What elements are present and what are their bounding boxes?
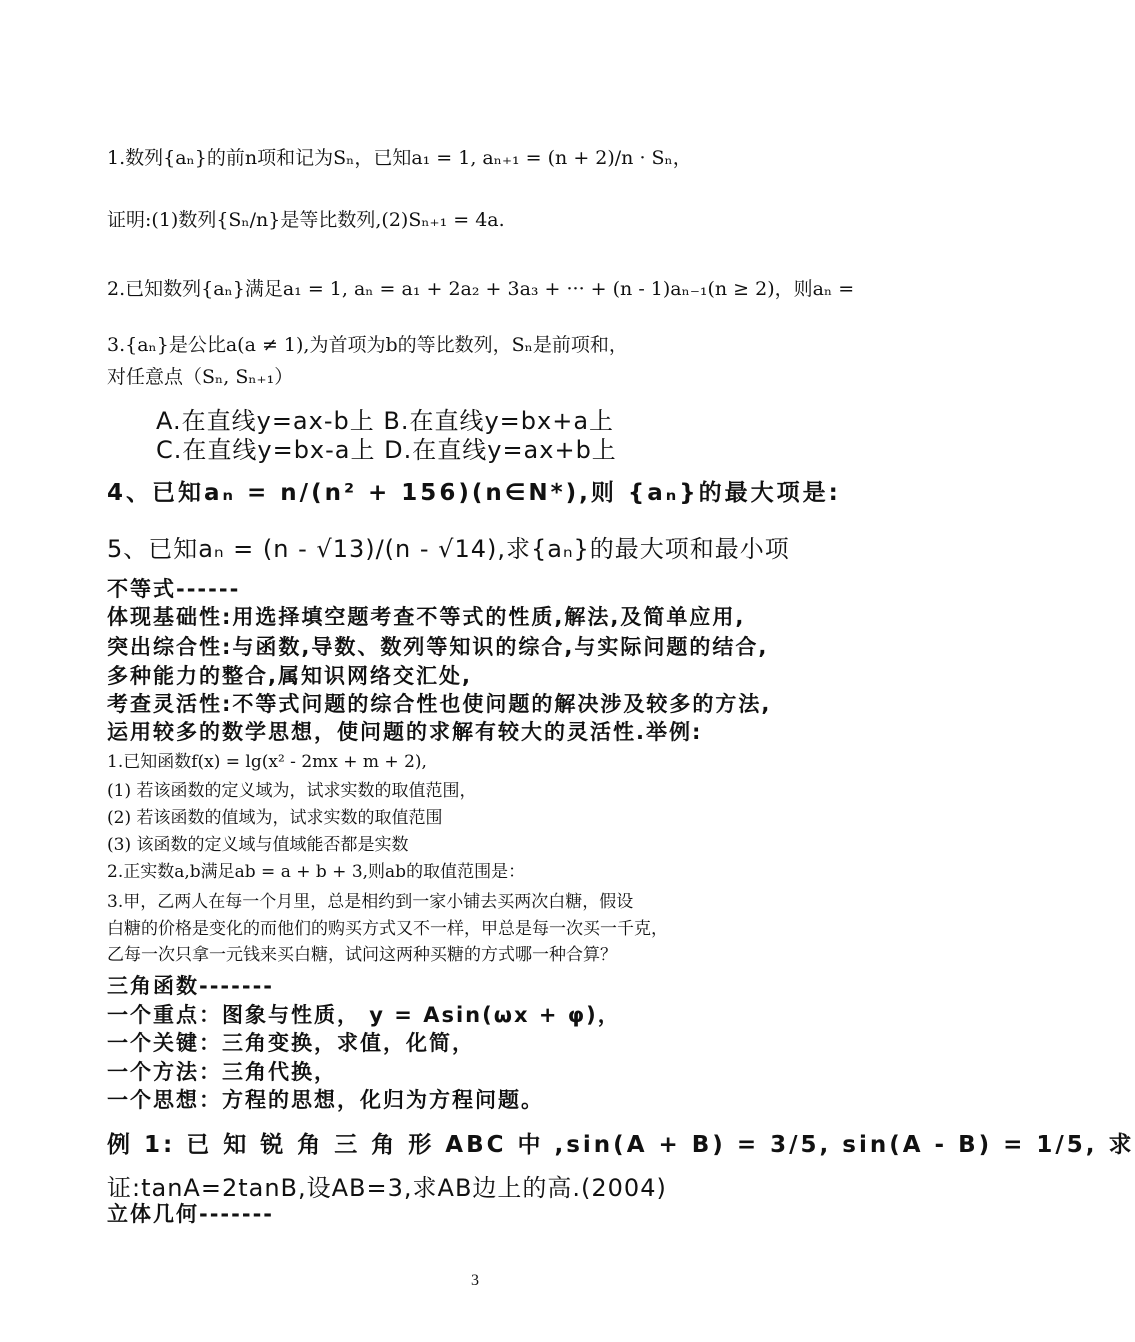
problem-3-line-1: 3.{aₙ}是公比a(a ≠ 1),为首项为b的等比数列，Sₙ是前项和， — [107, 334, 628, 356]
trig-point-3: 一个方法：三角代换， — [107, 1060, 337, 1084]
trig-point-1: 一个重点：图象与性质， y = Asin(ωx + φ)， — [107, 1003, 621, 1027]
inequality-question-3-line-2: 白糖的价格是变化的而他们的购买方式又不一样，甲总是每一次买一千克， — [107, 919, 668, 939]
trig-example-1-line-1: 例 1: 已 知 锐 角 三 角 形 ABC 中 ,sin(A + B) = 3/5, sin(A - B) = 1/5, 求 — [107, 1132, 1135, 1158]
inequality-question-3-line-1: 3.甲，乙两人在每一个月里，总是相约到一家小铺去买两次白糖，假设 — [107, 892, 634, 912]
inequality-point-5: 运用较多的数学思想，使问题的求解有较大的灵活性.举例: — [107, 720, 703, 744]
problem-3-options-cd: C.在直线y=bx-a上 D.在直线y=ax+b上 — [156, 436, 617, 464]
inequality-question-2: 2.正实数a,b满足ab = a + b + 3,则ab的取值范围是： — [107, 862, 526, 882]
problem-5: 5、已知aₙ = (n - √13)/(n - √14),求{aₙ}的最大项和最小项 — [107, 535, 790, 563]
problem-1-line-1: 1.数列{aₙ}的前n项和记为Sₙ，已知a₁ = 1, aₙ₊₁ = (n + 2)/n · Sₙ， — [107, 147, 692, 169]
geometry-heading: 立体几何------- — [107, 1202, 275, 1226]
inequality-point-3: 多种能力的整合,属知识网络交汇处, — [107, 664, 472, 688]
inequality-heading: 不等式------ — [107, 577, 241, 601]
inequality-question-1-part-3: (3) 该函数的定义域与值域能否都是实数 — [107, 835, 409, 855]
problem-1-line-2: 证明:(1)数列{Sₙ/n}是等比数列,(2)Sₙ₊₁ = 4a. — [107, 209, 505, 231]
problem-2: 2.已知数列{aₙ}满足a₁ = 1, aₙ = a₁ + 2a₂ + 3a₃ + ··· + (n - 1)aₙ₋₁(n ≥ 2)，则aₙ = — [107, 278, 855, 300]
problem-3-line-2: 对任意点（Sₙ, Sₙ₊₁） — [107, 366, 294, 388]
inequality-question-1: 1.已知函数f(x) = lg(x² - 2mx + m + 2), — [107, 752, 427, 772]
trig-heading: 三角函数------- — [107, 974, 275, 998]
page-number: 3 — [471, 1272, 479, 1289]
problem-3-options-ab: A.在直线y=ax-b上 B.在直线y=bx+a上 — [156, 407, 615, 435]
inequality-question-1-part-2: (2) 若该函数的值域为，试求实数的取值范围 — [107, 808, 443, 828]
inequality-point-2: 突出综合性:与函数,导数、数列等知识的综合,与实际问题的结合, — [107, 635, 769, 659]
trig-example-1-line-2: 证:tanA=2tanB,设AB=3,求AB边上的高.(2004) — [107, 1174, 667, 1202]
inequality-question-1-part-1: (1) 若该函数的定义域为，试求实数的取值范围， — [107, 781, 477, 801]
trig-point-2: 一个关键：三角变换，求值，化简， — [107, 1031, 475, 1055]
inequality-question-3-line-3: 乙每一次只拿一元钱来买白糖，试问这两种买糖的方式哪一种合算？ — [107, 945, 617, 965]
problem-4: 4、已知aₙ = n/(n² + 156)(n∈N*),则 {aₙ}的最大项是: — [107, 480, 841, 506]
trig-point-4: 一个思想：方程的思想，化归为方程问题。 — [107, 1088, 544, 1112]
inequality-point-1: 体现基础性:用选择填空题考查不等式的性质,解法,及简单应用, — [107, 605, 746, 629]
inequality-point-4: 考查灵活性:不等式问题的综合性也使问题的解决涉及较多的方法, — [107, 692, 772, 716]
